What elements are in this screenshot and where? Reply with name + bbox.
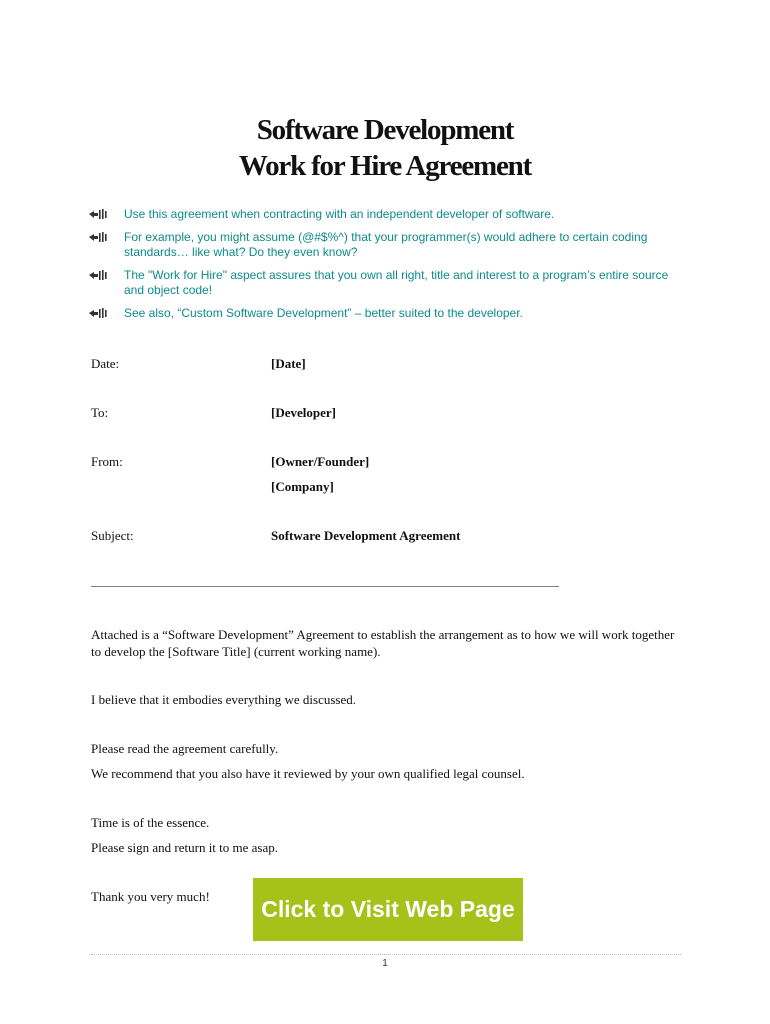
- from-value-owner: [Owner/Founder]: [271, 454, 370, 469]
- separator-line: ———————————————————————————————————————: [91, 580, 559, 590]
- note-text: The "Work for Hire" aspect assures that you own all right, title and interest to a program’s entire source and object code!: [124, 268, 669, 297]
- body-paragraph-4: We recommend that you also have it reviewed by your own qualified legal counsel.: [91, 766, 525, 781]
- to-label: To:: [91, 405, 109, 420]
- pointing-hand-icon: [88, 269, 108, 282]
- pointing-hand-icon: [88, 208, 108, 221]
- instruction-notes: [88, 207, 688, 321]
- title-line-1: Software Development: [256, 114, 514, 146]
- body-paragraph-1: Attached is a “Software Development” Agreement to establish the arrangement as to how we will work together to develop the [Software Title] (current working name).: [91, 627, 675, 659]
- footer-divider: [91, 954, 681, 955]
- subject-value: Software Development Agreement: [271, 528, 461, 543]
- date-value: [Date]: [271, 356, 306, 371]
- body-paragraph-6: Please sign and return it to me asap.: [91, 840, 279, 855]
- body-paragraph-5: Time is of the essence.: [91, 815, 210, 830]
- from-value-company: [Company]: [271, 479, 334, 494]
- from-label: From:: [91, 454, 123, 469]
- to-value: [Developer]: [271, 405, 336, 420]
- date-label: Date:: [91, 356, 120, 371]
- note-text: See also, “Custom Software Development” – better suited to the developer.: [124, 306, 523, 320]
- body-paragraph-2: I believe that it embodies everything we discussed.: [91, 692, 356, 707]
- note-item: [88, 306, 688, 321]
- visit-web-page-button[interactable]: Click to Visit Web Page: [253, 878, 523, 941]
- pointing-hand-icon: [88, 307, 108, 320]
- body-paragraph-3: Please read the agreement carefully.: [91, 741, 279, 756]
- document-title: [0, 112, 770, 184]
- title-line-2: Work for Hire Agreement: [238, 150, 532, 182]
- page-number: 1: [382, 958, 388, 969]
- note-item: [88, 268, 688, 298]
- note-item: [88, 230, 688, 260]
- note-text: For example, you might assume (@#$%^) that your programmer(s) would adhere to certain coding standards… like what? Do they even know?: [124, 230, 648, 259]
- pointing-hand-icon: [88, 231, 108, 244]
- note-item: [88, 207, 688, 222]
- subject-label: Subject:: [91, 528, 134, 543]
- note-text: Use this agreement when contracting with an independent developer of software.: [124, 207, 555, 221]
- body-paragraph-7: Thank you very much!: [91, 889, 210, 904]
